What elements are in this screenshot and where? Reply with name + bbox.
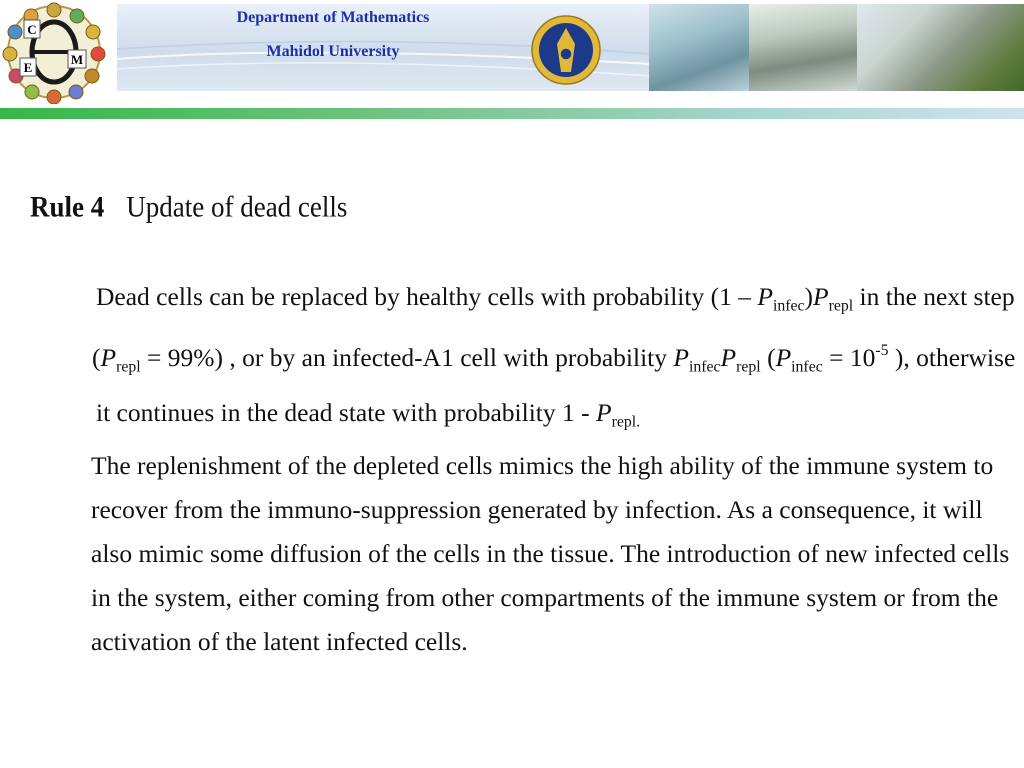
- paragraph-line: recover from the immuno-suppression generated by infection. As a consequence, it will: [91, 495, 983, 524]
- university-seal: [531, 14, 601, 86]
- line2-text-c: (: [760, 343, 776, 373]
- line2-text-b: = 99%) , or by an infected-A1 cell with probability: [140, 343, 674, 373]
- line2-symbol-p2: P: [673, 343, 689, 373]
- paragraph-line: also mimic some diffusion of the cells in the tissue. The introduction of new infected cells: [91, 539, 1010, 568]
- logo-letter-m: M: [70, 52, 84, 67]
- header: [0, 0, 1024, 105]
- line1-text-a: Dead cells can be replaced by healthy cells with probability (1 –: [96, 282, 758, 311]
- building-photo: [857, 4, 1024, 91]
- rule-label: Rule 4: [30, 190, 105, 223]
- line2-text-e: ), otherwise: [888, 343, 1016, 373]
- logo-letter-e: E: [23, 60, 33, 75]
- line1-symbol-p2: P: [813, 282, 829, 311]
- paragraph-line: activation of the latent infected cells.: [91, 627, 468, 656]
- line2-sub-infec-2: infec: [791, 358, 823, 376]
- line2-sub-repl: repl: [116, 358, 141, 376]
- rule-line-1: [96, 282, 1015, 316]
- line2-sub-infec: infec: [688, 358, 721, 376]
- line3-symbol-p: P: [595, 398, 612, 427]
- line2-text-d: = 10: [822, 343, 876, 373]
- line2-exponent: -5: [875, 342, 889, 359]
- line1-text-c: in the next step: [853, 282, 1015, 311]
- rule-title: Update of dead cells: [126, 190, 348, 223]
- explanation-paragraph: [91, 444, 1010, 664]
- rule-heading: [30, 190, 347, 224]
- department-title: [213, 9, 453, 61]
- line1-sub-repl: repl: [828, 297, 854, 315]
- paragraph-line: The replenishment of the depleted cells mimics the high ability of the immune system to: [91, 451, 994, 480]
- green-divider: [0, 108, 1024, 119]
- logo-letter-c: C: [27, 22, 37, 37]
- cem-logo: [0, 0, 112, 104]
- campus-photo: [649, 4, 749, 91]
- banner-photos: [649, 4, 1024, 91]
- rule-line-2: [92, 342, 1015, 377]
- classroom-photo: [749, 4, 857, 91]
- line1-symbol-p: P: [757, 282, 773, 311]
- line1-text-b: ): [804, 282, 814, 311]
- department-name: Department of Mathematics: [236, 9, 430, 26]
- line1-sub-infec: infec: [772, 297, 805, 315]
- line3-text-a: it continues in the dead state with probability 1 -: [96, 398, 596, 427]
- line2-text-a: (: [92, 343, 101, 373]
- university-name: Mahidol University: [266, 43, 400, 60]
- header-banner: [117, 4, 1024, 91]
- line2-symbol-p: P: [100, 343, 117, 373]
- line3-sub-repl: repl.: [611, 413, 641, 431]
- rule-line-3: [96, 398, 640, 432]
- line2-sub-repl-2: repl: [736, 358, 761, 376]
- paragraph-line: in the system, either coming from other compartments of the immune system or from the: [91, 583, 999, 612]
- line2-symbol-p4: P: [775, 343, 792, 373]
- line2-symbol-p3: P: [720, 343, 737, 373]
